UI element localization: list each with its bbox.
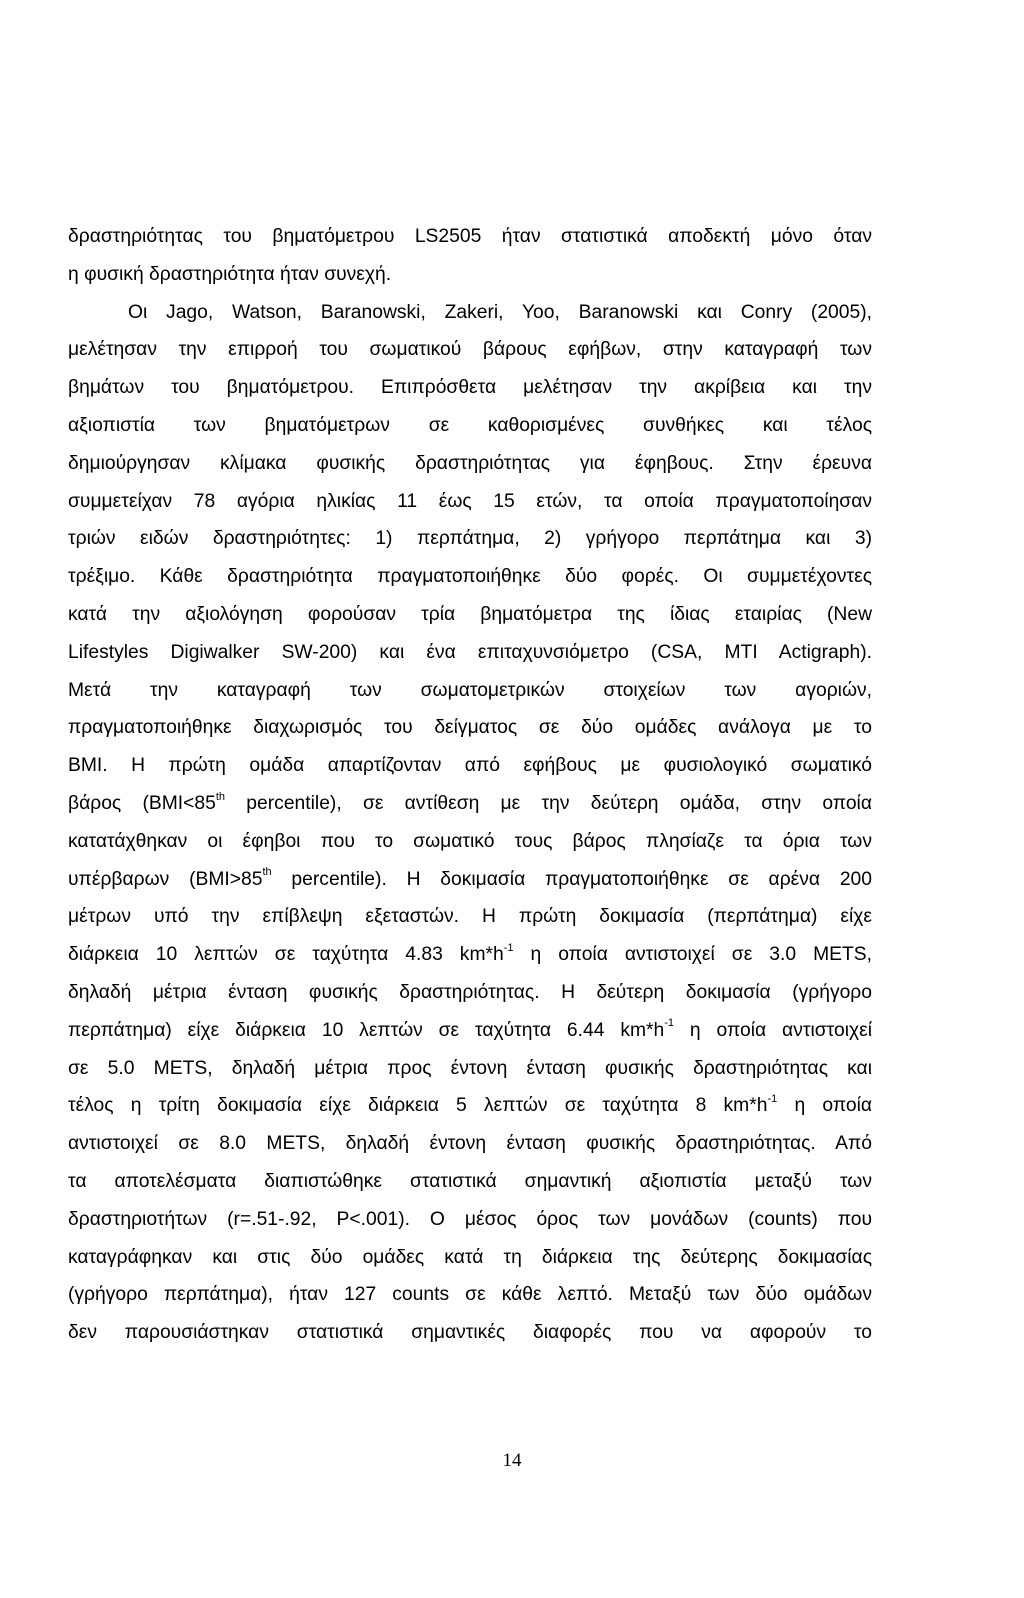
- text-line: δηλαδή μέτρια ένταση φυσικής δραστηριότητας. Η δεύτερη δοκιμασία (γρήγορο: [68, 981, 872, 1003]
- text-line: [68, 785, 872, 823]
- text-line: πραγματοποιήθηκε διαχωρισμός του δείγματος σε δύο ομάδες ανάλογα με το: [68, 717, 872, 739]
- text-segment: διάρκεια 10 λεπτών σε ταχύτητα 4.83 km*h: [68, 944, 504, 966]
- text-line: Μετά την καταγραφή των σωματομετρικών στοιχείων των αγοριών,: [68, 679, 872, 701]
- text-line: βημάτων του βηματόμετρου. Επιπρόσθετα μελέτησαν την ακρίβεια και την: [68, 377, 872, 399]
- text-line: Lifestyles Digiwalker SW-200) και ένα επιταχυνσιόμετρο (CSA, MTI Actigraph).: [68, 641, 872, 663]
- text-line: τα αποτελέσματα διαπιστώθηκε στατιστικά σημαντική αξιοπιστία μεταξύ των: [68, 1170, 872, 1192]
- text-segment: υπέρβαρων (BMI>85: [68, 868, 263, 890]
- text-segment: percentile), σε αντίθεση με την δεύτερη ομάδα, στην οποία: [225, 792, 872, 814]
- text-line: αξιοπιστία των βηματόμετρων σε καθορισμένες συνθήκες και τέλος: [68, 414, 872, 436]
- text-line: δραστηριοτήτων (r=.51-.92, P<.001). Ο μέσος όρος των μονάδων (counts) που: [68, 1208, 872, 1230]
- text-line: δημιούργησαν κλίμακα φυσικής δραστηριότητας για έφηβους. Στην έρευνα: [68, 452, 872, 474]
- text-segment: η οποία αντιστοιχεί σε 3.0 METS,: [513, 944, 872, 966]
- text-segment: η οποία αντιστοιχεί: [674, 1019, 872, 1041]
- text-line: η φυσική δραστηριότητα ήταν συνεχή.: [68, 263, 392, 285]
- text-line: τριών ειδών δραστηριότητες: 1) περπάτημα, 2) γρήγορο περπάτημα και 3): [68, 528, 872, 550]
- paragraph-start-line: Οι Jago, Watson, Baranowski, Zakeri, Yoo, Baranowski και Conry (2005),: [128, 301, 872, 323]
- text-line: δεν παρουσιάστηκαν στατιστικά σημαντικές διαφορές που να αφορούν το: [68, 1322, 872, 1344]
- superscript: th: [215, 790, 226, 803]
- text-line: [68, 936, 872, 974]
- superscript: -1: [767, 1092, 778, 1105]
- text-line: [68, 861, 872, 899]
- text-line: (γρήγορο περπάτημα), ήταν 127 counts σε κάθε λεπτό. Μεταξύ των δύο ομάδων: [68, 1284, 872, 1306]
- text-line: τρέξιμο. Κάθε δραστηριότητα πραγματοποιήθηκε δύο φορές. Οι συμμετέχοντες: [68, 566, 872, 588]
- text-line: μελέτησαν την επιρροή του σωματικού βάρους εφήβων, στην καταγραφή των: [68, 339, 872, 361]
- text-segment: percentile). Η δοκιμασία πραγματοποιήθηκε σε αρένα 200: [271, 868, 872, 890]
- text-line: κατατάχθηκαν οι έφηβοι που το σωματικό τους βάρος πλησίαζε τα όρια των: [68, 830, 872, 852]
- text-line: σε 5.0 METS, δηλαδή μέτρια προς έντονη ένταση φυσικής δραστηριότητας και: [68, 1057, 872, 1079]
- superscript: -1: [503, 941, 514, 954]
- body-text: [68, 218, 872, 1352]
- superscript: -1: [664, 1017, 675, 1030]
- text-line: αντιστοιχεί σε 8.0 METS, δηλαδή έντονη ένταση φυσικής δραστηριότητας. Από: [68, 1133, 872, 1155]
- text-segment: βάρος (BMI<85: [68, 792, 216, 814]
- text-line: [68, 1087, 872, 1125]
- superscript: th: [262, 866, 272, 879]
- text-line: μέτρων υπό την επίβλεψη εξεταστών. Η πρώτη δοκιμασία (περπάτημα) είχε: [68, 906, 872, 928]
- text-segment: περπάτημα) είχε διάρκεια 10 λεπτών σε ταχύτητα 6.44 km*h: [68, 1019, 665, 1041]
- text-line: κατά την αξιολόγηση φορούσαν τρία βηματόμετρα της ίδιας εταιρίας (New: [68, 603, 872, 625]
- text-line: δραστηριότητας του βηματόμετρου LS2505 ήταν στατιστικά αποδεκτή μόνο όταν: [68, 226, 872, 247]
- text-line: συμμετείχαν 78 αγόρια ηλικίας 11 έως 15 ετών, τα οποία πραγματοποίησαν: [68, 490, 872, 512]
- page-number: 14: [502, 1450, 522, 1471]
- text-segment: η οποία: [777, 1095, 872, 1117]
- text-line: [68, 1012, 872, 1050]
- text-segment: τέλος η τρίτη δοκιμασία είχε διάρκεια 5 λεπτών σε ταχύτητα 8 km*h: [68, 1095, 768, 1117]
- text-line: καταγράφηκαν και στις δύο ομάδες κατά τη διάρκεια της δεύτερης δοκιμασίας: [68, 1246, 872, 1268]
- text-line: BMI. Η πρώτη ομάδα απαρτίζονταν από εφήβους με φυσιολογικό σωματικό: [68, 755, 872, 777]
